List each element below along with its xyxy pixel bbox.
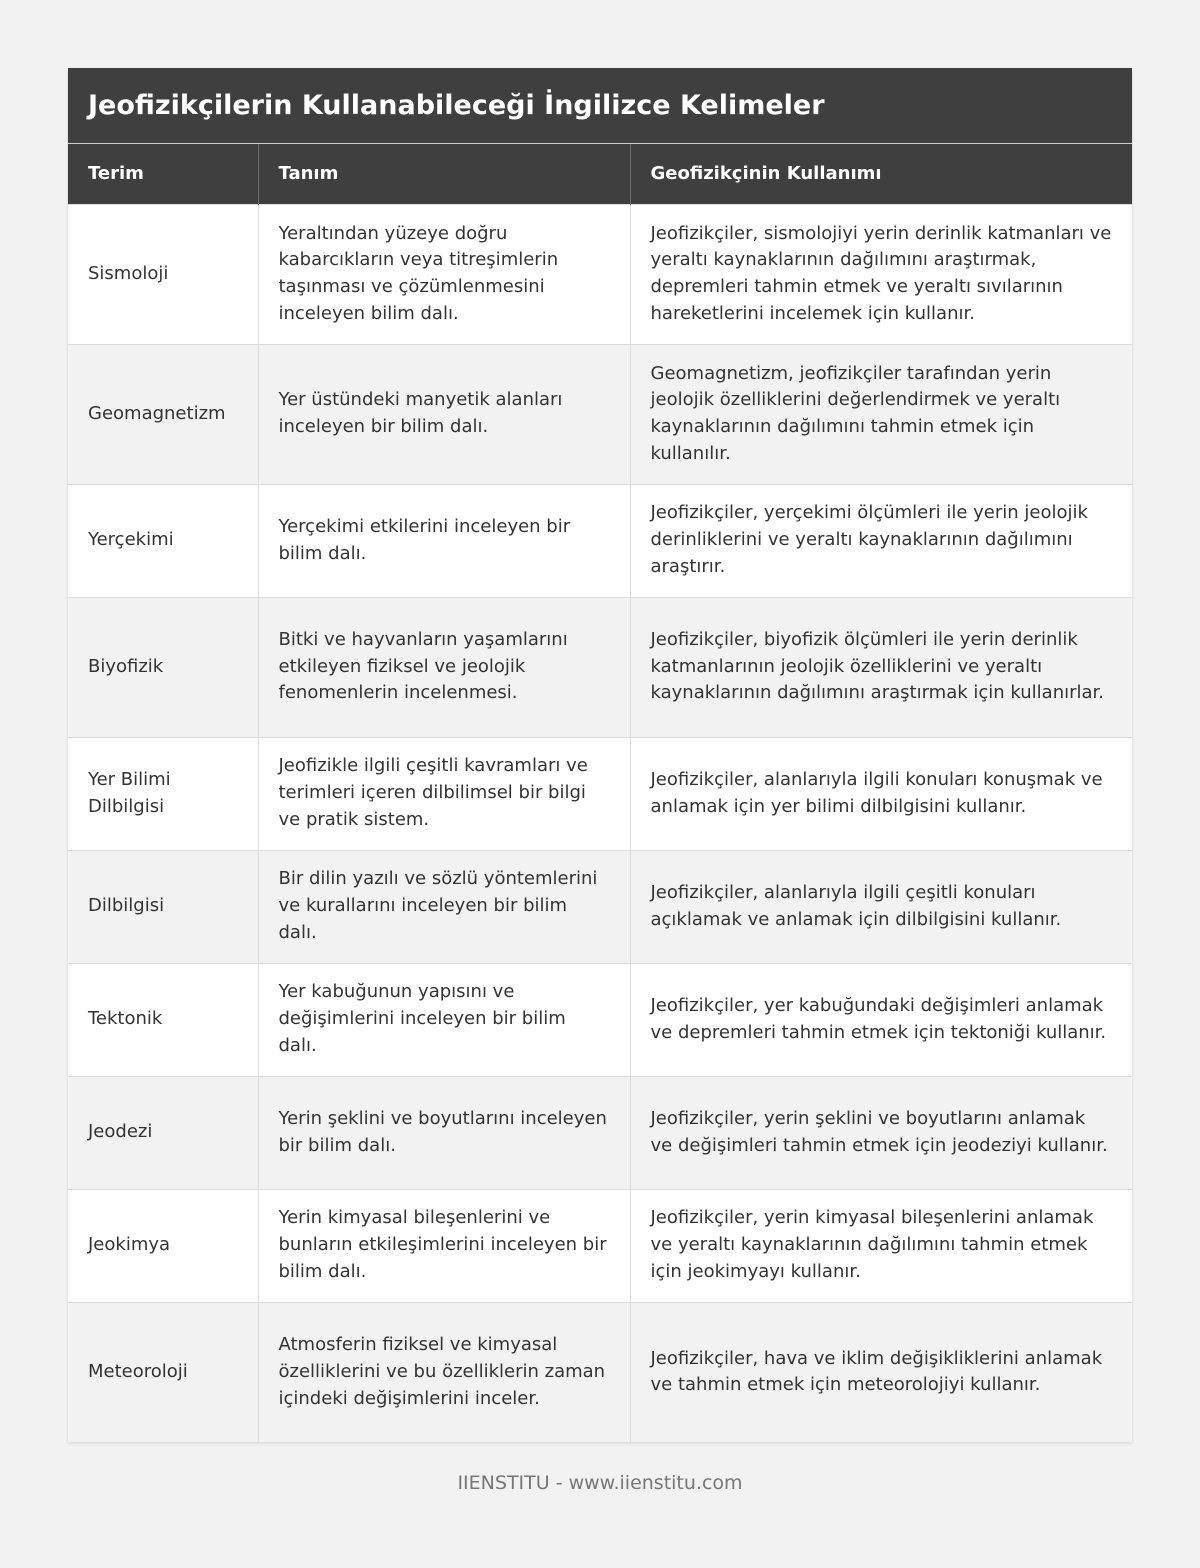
definition-cell: Bitki ve hayvanların yaşamlarını etkileyen fiziksel ve jeolojik fenomenlerin incelenmesi. <box>258 597 630 737</box>
definition-cell: Jeofizikle ilgili çeşitli kavramları ve terimleri içeren dilbilimsel bir bilgi ve pratik sistem. <box>258 737 630 850</box>
table-row <box>68 1189 1132 1302</box>
term-cell: Jeokimya <box>68 1189 258 1302</box>
term-cell: Sismoloji <box>68 204 258 344</box>
definition-cell: Yerin şeklini ve boyutlarını inceleyen bir bilim dalı. <box>258 1076 630 1189</box>
definition-cell: Bir dilin yazılı ve sözlü yöntemlerini ve kurallarını inceleyen bir bilim dalı. <box>258 850 630 963</box>
definition-cell: Atmosferin fiziksel ve kimyasal özelliklerini ve bu özelliklerin zaman içindeki değişimlerini inceler. <box>258 1302 630 1442</box>
term-cell: Geomagnetizm <box>68 344 258 484</box>
usage-cell: Jeofizikçiler, yer kabuğundaki değişimleri anlamak ve depremleri tahmin etmek için tektoniği kullanır. <box>630 963 1132 1076</box>
term-cell: Dilbilgisi <box>68 850 258 963</box>
column-header-term: Terim <box>68 144 258 204</box>
term-cell: Biyofizik <box>68 597 258 737</box>
term-cell: Yer Bilimi Dilbilgisi <box>68 737 258 850</box>
term-cell: Jeodezi <box>68 1076 258 1189</box>
table-header-row <box>68 144 1132 204</box>
table-title: Jeofizikçilerin Kullanabileceği İngilizce Kelimeler <box>68 68 1132 144</box>
table-row <box>68 1302 1132 1442</box>
usage-cell: Geomagnetizm, jeofizikçiler tarafından yerin jeolojik özelliklerini değerlendirmek ve yeraltı kaynaklarının dağılımını tahmin etmek için kullanılır. <box>630 344 1132 484</box>
usage-cell: Jeofizikçiler, sismolojiyi yerin derinlik katmanları ve yeraltı kaynaklarının dağılımını araştırmak, depremleri tahmin etmek ve yeraltı sıvılarının hareketlerini incelemek için kullanır. <box>630 204 1132 344</box>
table-row <box>68 850 1132 963</box>
usage-cell: Jeofizikçiler, biyofizik ölçümleri ile yerin derinlik katmanlarının jeolojik özelliklerini ve yeraltı kaynaklarının dağılımını araştırmak için kullanırlar. <box>630 597 1132 737</box>
column-header-usage: Geofizikçinin Kullanımı <box>630 144 1132 204</box>
term-cell: Meteoroloji <box>68 1302 258 1442</box>
glossary-card <box>68 68 1132 1442</box>
usage-cell: Jeofizikçiler, yerin kimyasal bileşenlerini anlamak ve yeraltı kaynaklarının dağılımını tahmin etmek için jeokimyayı kullanır. <box>630 1189 1132 1302</box>
usage-cell: Jeofizikçiler, alanlarıyla ilgili konuları konuşmak ve anlamak için yer bilimi dilbilgisini kullanır. <box>630 737 1132 850</box>
glossary-table <box>68 144 1132 1442</box>
definition-cell: Yeraltından yüzeye doğru kabarcıkların veya titreşimlerin taşınması ve çözümlenmesini inceleyen bilim dalı. <box>258 204 630 344</box>
definition-cell: Yerin kimyasal bileşenlerini ve bunların etkileşimlerini inceleyen bir bilim dalı. <box>258 1189 630 1302</box>
usage-cell: Jeofizikçiler, hava ve iklim değişikliklerini anlamak ve tahmin etmek için meteorolojiyi kullanır. <box>630 1302 1132 1442</box>
usage-cell: Jeofizikçiler, alanlarıyla ilgili çeşitli konuları açıklamak ve anlamak için dilbilgisini kullanır. <box>630 850 1132 963</box>
term-cell: Tektonik <box>68 963 258 1076</box>
usage-cell: Jeofizikçiler, yerçekimi ölçümleri ile yerin jeolojik derinliklerini ve yeraltı kaynaklarının dağılımını araştırır. <box>630 484 1132 597</box>
definition-cell: Yerçekimi etkilerini inceleyen bir bilim dalı. <box>258 484 630 597</box>
table-row <box>68 963 1132 1076</box>
table-row <box>68 737 1132 850</box>
table-row <box>68 484 1132 597</box>
definition-cell: Yer kabuğunun yapısını ve değişimlerini inceleyen bir bilim dalı. <box>258 963 630 1076</box>
table-row <box>68 204 1132 344</box>
usage-cell: Jeofizikçiler, yerin şeklini ve boyutlarını anlamak ve değişimleri tahmin etmek için jeodeziyi kullanır. <box>630 1076 1132 1189</box>
definition-cell: Yer üstündeki manyetik alanları inceleyen bir bilim dalı. <box>258 344 630 484</box>
footer-credit: IIENSTITU - www.iienstitu.com <box>457 1472 743 1494</box>
column-header-definition: Tanım <box>258 144 630 204</box>
table-row <box>68 597 1132 737</box>
table-row <box>68 1076 1132 1189</box>
table-row <box>68 344 1132 484</box>
term-cell: Yerçekimi <box>68 484 258 597</box>
